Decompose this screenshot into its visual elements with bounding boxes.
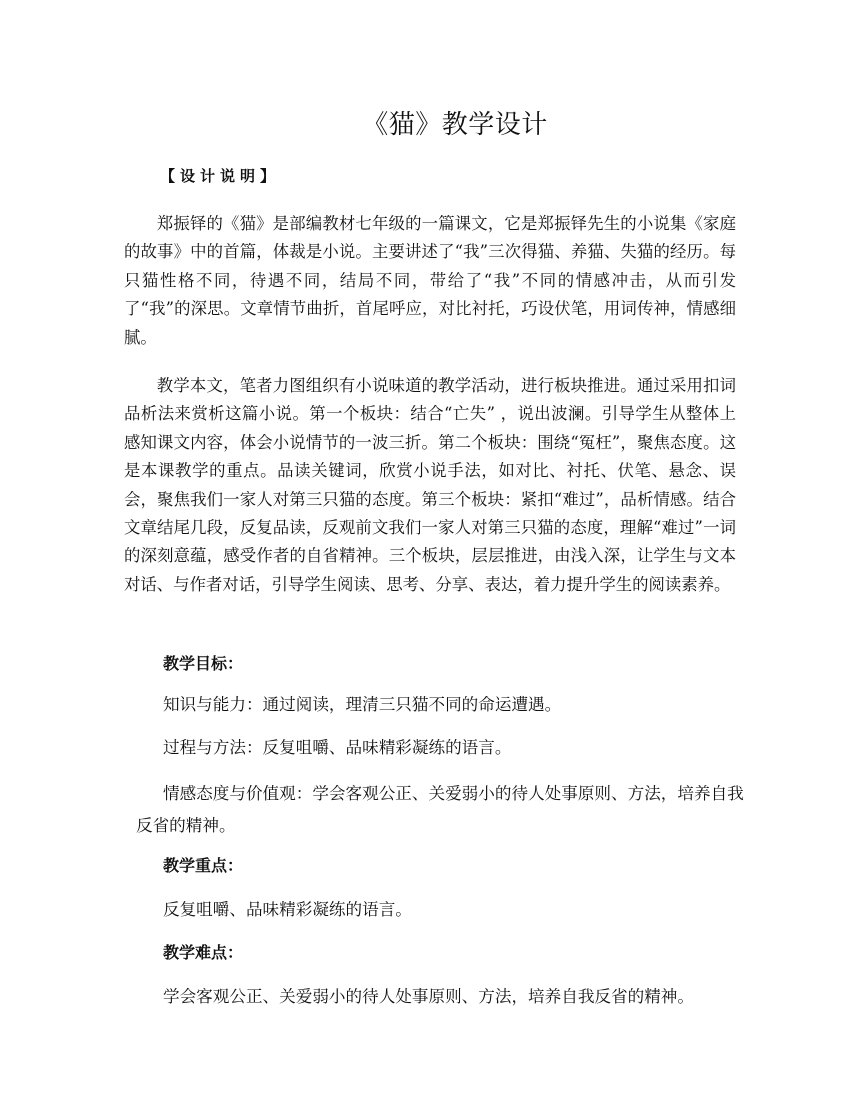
teaching-difficulty-heading: 教学难点： bbox=[163, 943, 244, 962]
teaching-key-point-text: 反复咀嚼、品味精彩凝练的语言。 bbox=[163, 900, 412, 919]
teaching-key-point-heading: 教学重点： bbox=[163, 856, 244, 875]
goal-emotion-values: 情感态度与价值观：学会客观公正、关爱弱小的待人处事原则、方法，培养自我反省的精神。 bbox=[136, 784, 744, 835]
design-paragraph-2: 教学本文，笔者力图组织有小说味道的教学活动，进行板块推进。通过采用扣词品析法来赏析这篇小说。第一个板块：结合“亡失” ，说出波澜。引导学生从整体上感知课文内容，体会小说情节的一波三折。第二个板块：围绕“冤枉”，聚焦态度。这是本课教学的重点。品读关键词，欣赏小说手法，如对比、衬托、伏笔、悬念、误会，聚焦我们一家人对第三只猫的态度。第三个板块：紧扣“难过”，品析情感。结合文章结尾几段，反复品读，反观前文我们一家人对第三只猫的态度，理解“难过”一词的深刻意蕴，感受作者的自省精神。三个板块，层层推进，由浅入深，让学生与文本对话、与作者对话，引导学生阅读、思考、分享、表达，着力提升学生的阅读素养。 bbox=[124, 376, 736, 594]
teaching-difficulty-text: 学会客观公正、关爱弱小的待人处事原则、方法，培养自我反省的精神。 bbox=[163, 987, 694, 1006]
design-note-label: 【设计说明】 bbox=[160, 167, 281, 185]
goal-process-method: 过程与方法：反复咀嚼、品味精彩凝练的语言。 bbox=[163, 738, 512, 757]
document-title: 《猫》教学设计 bbox=[362, 110, 548, 140]
teaching-goals-heading: 教学目标： bbox=[163, 654, 244, 673]
design-paragraph-1: 郑振铎的《猫》是部编教材七年级的一篇课文，它是郑振铎先生的小说集《家庭的故事》中的首篇，体裁是小说。主要讲述了“我”三次得猫、养猫、失猫的经历。每只猫性格不同，待遇不同，结局不同，带给了“我”不同的情感冲击，从而引发了“我”的深思。文章情节曲折，首尾呼应，对比衬托，巧设伏笔，用词传神，情感细腻。 bbox=[124, 214, 736, 347]
goal-knowledge-ability: 知识与能力：通过阅读，理清三只猫不同的命运遭遇。 bbox=[163, 695, 562, 714]
